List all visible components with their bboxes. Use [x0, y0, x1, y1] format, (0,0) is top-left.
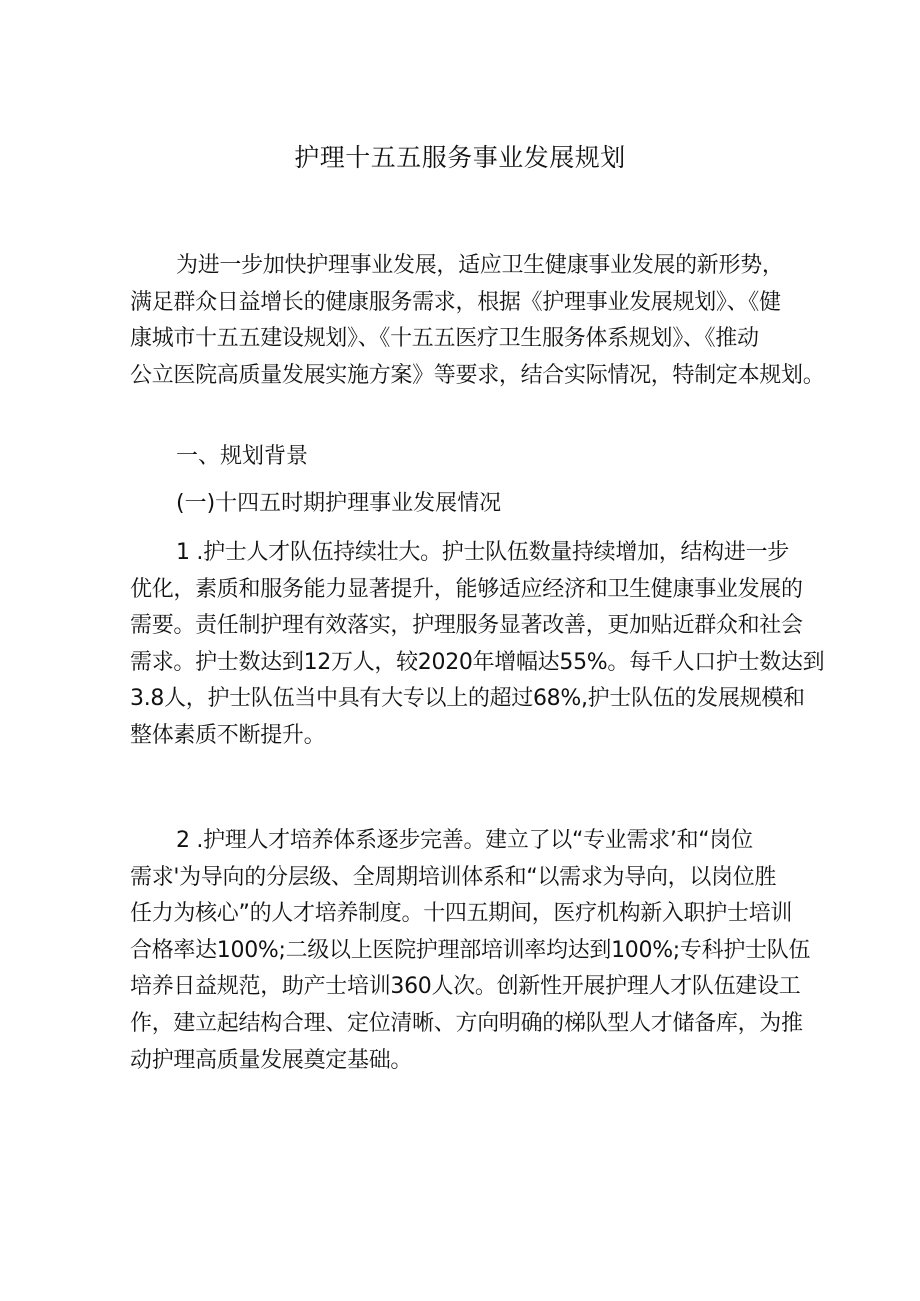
item-1-line: 需要。责任制护理有效落实，护理服务显著改善，更加贴近群众和社会: [130, 613, 803, 639]
intro-line: 康城市十五五建设规划》、《十五五医疗卫生服务体系规划》、《推动: [130, 326, 759, 352]
intro-line: 公立医院高质量发展实施方案》等要求，结合实际情况，特制定本规划。: [130, 362, 825, 388]
item-2-line: 培养日益规范，助产士培训360人次。创新性开展护理人才队伍建设工: [130, 974, 801, 1000]
intro-line: 为进一步加快护理事业发展，适应卫生健康事业发展的新形势，: [176, 253, 784, 278]
item-1-line: 整体素质不断提升。: [130, 722, 326, 748]
item-1-paragraph: [130, 535, 825, 755]
item-2-line: 任力为核心”的人才培养制度。十四五期间，医疗机构新入职护士培训: [130, 901, 793, 927]
document-title: 护理十五五服务事业发展规划: [294, 143, 626, 172]
item-1-line: 优化，素质和服务能力显著提升，能够适应经济和卫生健康事业发展的: [130, 576, 803, 602]
item-2-line: 动护理高质量发展奠定基础。: [130, 1047, 413, 1073]
intro-line: 满足群众日益增长的健康服务需求，根据《护理事业发展规划》、《健: [130, 289, 781, 315]
item-2-line: 2 .护理人才培养体系逐步完善。建立了以“专业需求’和“岗位: [176, 828, 753, 853]
section-heading: 一、规划背景: [176, 444, 309, 469]
intro-paragraph: [130, 248, 825, 394]
item-2-line: 合格率达100%;二级以上医院护理部培训率均达到100%;专科护士队伍: [130, 937, 811, 963]
subsection-heading: (一)十四五时期护理事业发展情况: [176, 491, 502, 516]
item-2-line: 需求'为导向的分层级、全周期培训体系和“以需求为导向，以岗位胜: [130, 864, 777, 890]
item-2-paragraph: [130, 823, 811, 1079]
item-1-line: 3.8人，护士队伍当中具有大专以上的超过68%,护士队伍的发展规模和: [130, 686, 805, 712]
item-2-line: 作，建立起结构合理、定位清晰、方向明确的梯队型人才储备库，为推: [130, 1010, 803, 1036]
item-1-line: 1 .护士人才队伍持续壮大。护士队伍数量持续增加，结构进一步: [176, 540, 789, 565]
item-1-line: 需求。护士数达到12万人，较2020年增幅达55%。每千人口护士数达到: [130, 649, 825, 675]
